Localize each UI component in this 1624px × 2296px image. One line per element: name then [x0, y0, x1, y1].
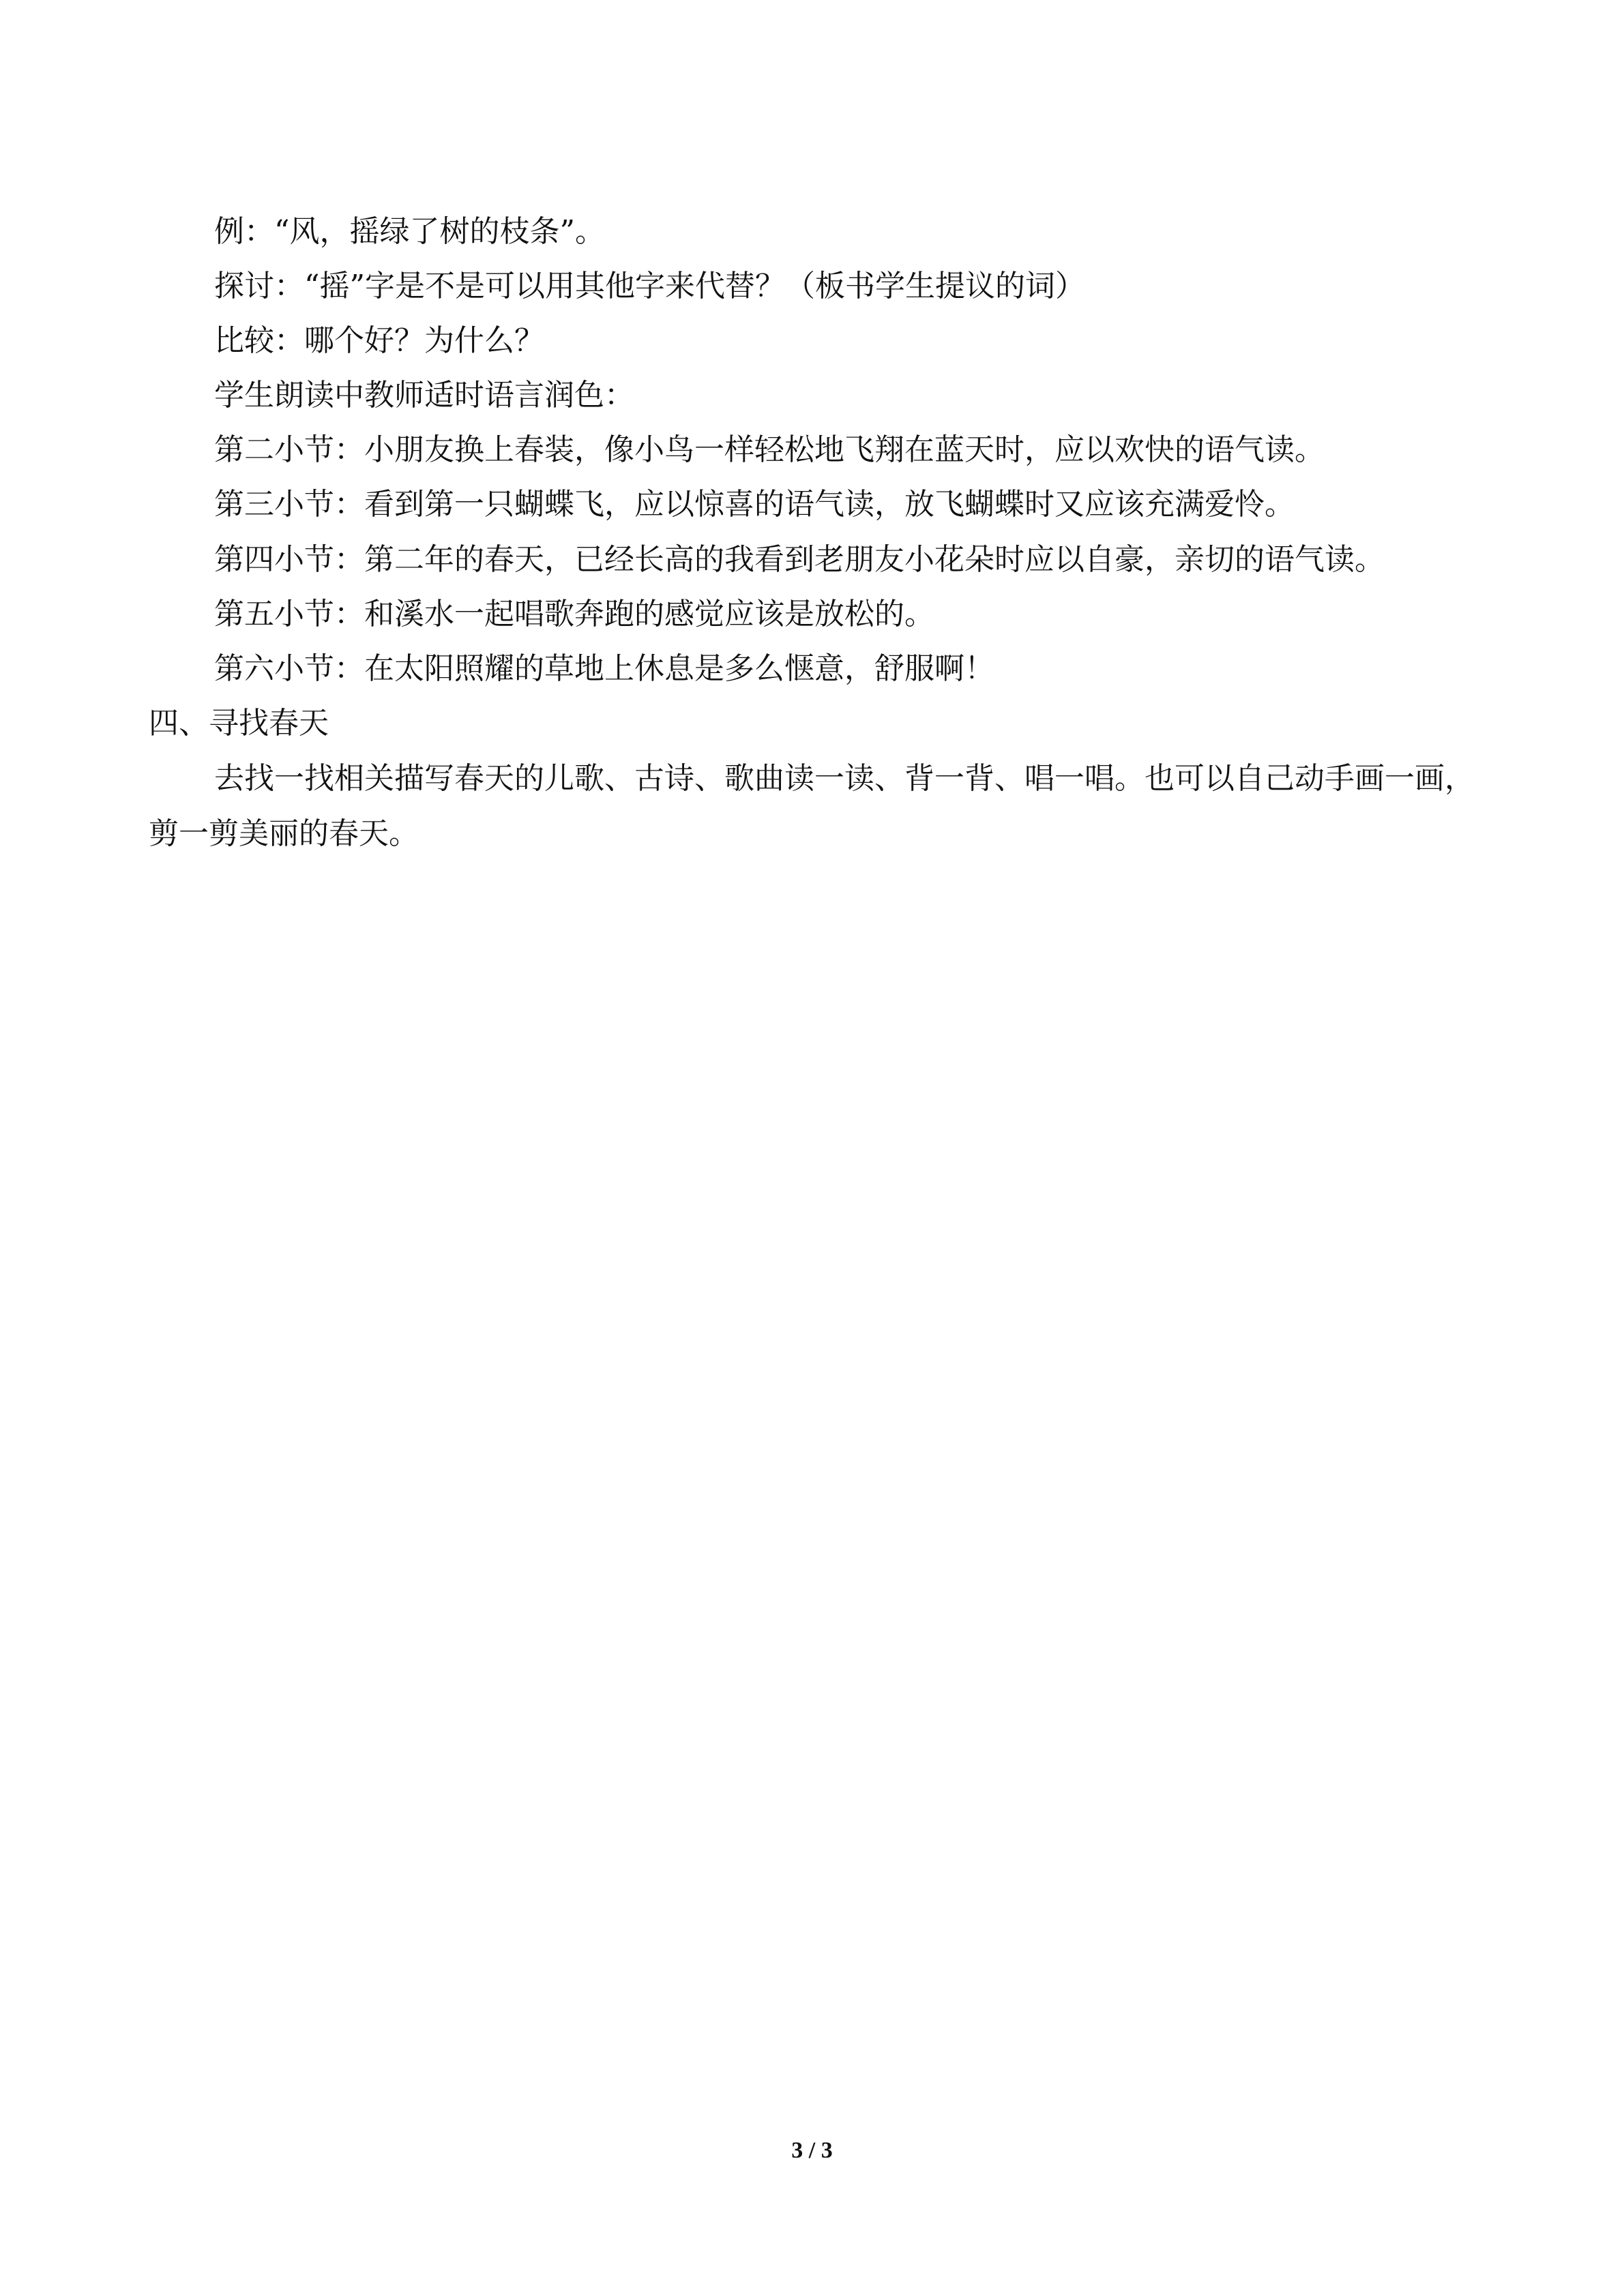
discussion-line: 探讨：“摇”字是不是可以用其他字来代替？（板书学生提议的词）: [214, 269, 1085, 303]
section-two-line: 第二小节：小朋友换上春装，像小鸟一样轻松地飞翔在蓝天时，应以欢快的语气读。: [214, 432, 1325, 467]
section-paragraph: 去找一找相关描写春天的儿歌、古诗、歌曲读一读、背一背、唱一唱。也可以自己动手画一画，剪一剪美丽的春天。: [149, 761, 1475, 851]
reading-guidance-line: 学生朗读中教师适时语言润色：: [214, 378, 634, 413]
section-heading: 四、寻找春天: [149, 706, 329, 741]
document-body: [149, 205, 1475, 861]
comparison-line: 比较：哪个好？为什么？: [214, 323, 544, 358]
page-number: 3 / 3: [791, 2138, 833, 2163]
section-four-paragraph: 第四小节：第二年的春天，已经长高的我看到老朋友小花朵时应以自豪，亲切的语气读。: [214, 542, 1385, 577]
example-line: 例：“风，摇绿了树的枝条”。: [214, 214, 605, 249]
section-five-line: 第五小节：和溪水一起唱歌奔跑的感觉应该是放松的。: [214, 597, 934, 631]
section-six-line: 第六小节：在太阳照耀的草地上休息是多么惬意，舒服啊！: [214, 651, 994, 686]
section-three-line: 第三小节：看到第一只蝴蝶飞，应以惊喜的语气读，放飞蝴蝶时又应该充满爱怜。: [214, 487, 1295, 522]
